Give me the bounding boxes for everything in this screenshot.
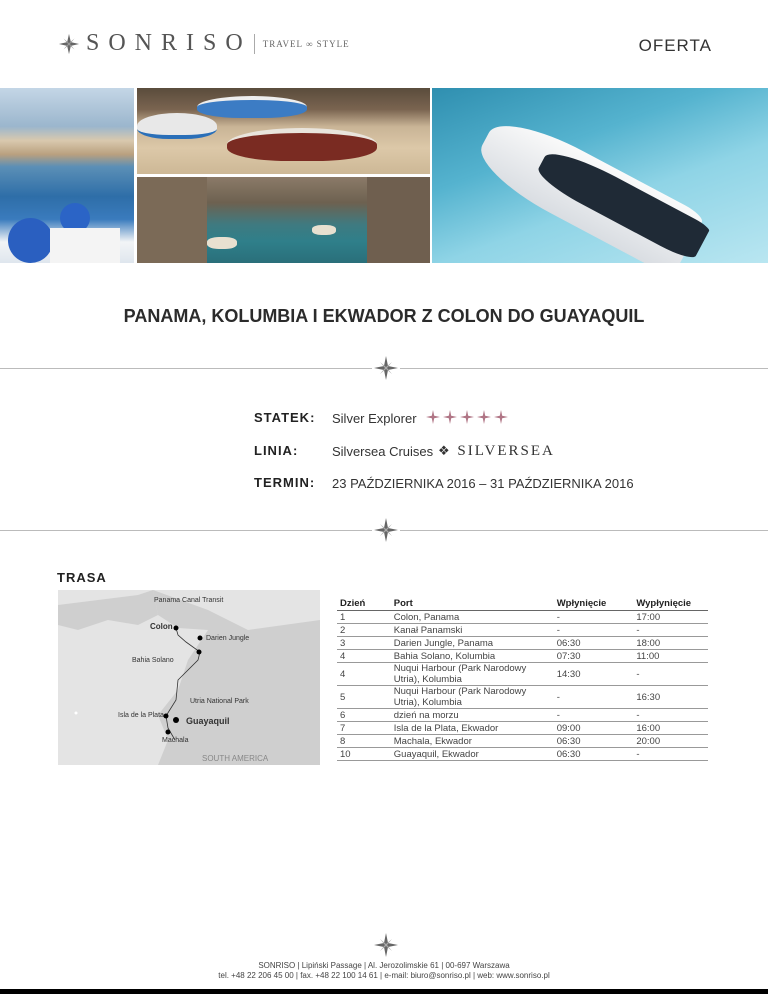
- divider-line: [400, 530, 768, 531]
- line-value: Silversea Cruises: [332, 444, 434, 459]
- rating-star-icon: [426, 410, 440, 424]
- table-cell: Machala, Ekwador: [391, 735, 554, 748]
- table-cell: 16:30: [633, 686, 708, 709]
- table-cell: -: [633, 663, 708, 686]
- table-cell: -: [554, 686, 634, 709]
- silversea-logo-text: SILVERSEA: [457, 443, 555, 459]
- itinerary-table: [337, 597, 708, 761]
- table-row: [337, 686, 708, 709]
- ship-rating: [426, 410, 508, 424]
- table-cell: 1: [337, 611, 391, 624]
- silversea-logo: [438, 443, 555, 460]
- table-cell: 4: [337, 663, 391, 686]
- photo-greek-coast: [0, 88, 134, 263]
- table-cell: 6: [337, 709, 391, 722]
- ship-label: STATEK:: [254, 410, 316, 425]
- brand-logo: [58, 30, 350, 57]
- rating-star-icon: [494, 410, 508, 424]
- table-cell: 3: [337, 637, 391, 650]
- map-label: Colon: [150, 622, 173, 631]
- map-label: Guayaquil: [186, 716, 230, 726]
- map-label: Machala: [162, 737, 189, 744]
- map-label: Panama Canal Transit: [154, 597, 224, 604]
- page-title: PANAMA, KOLUMBIA I EKWADOR Z COLON DO GUAYAQUIL: [123, 306, 645, 326]
- brand-tagline: TRAVEL ∞ STYLE: [262, 38, 350, 49]
- table-row: [337, 611, 708, 624]
- table-row: [337, 748, 708, 761]
- table-cell: 06:30: [554, 748, 634, 761]
- map-label: SOUTH AMERICA: [202, 754, 269, 763]
- map-label: Utria National Park: [190, 698, 249, 705]
- brand-divider: [254, 34, 255, 54]
- route-heading: TRASA: [57, 570, 107, 585]
- table-cell: Nuqui Harbour (Park Narodowy Utria), Kolumbia: [391, 663, 554, 686]
- map-shapes: [58, 590, 320, 765]
- compass-star-icon: [373, 517, 399, 543]
- brand-name: SONRISO: [86, 30, 252, 56]
- table-header-row: [337, 597, 708, 611]
- column-header: Wypłynięcie: [633, 597, 708, 611]
- table-cell: Guayaquil, Ekwador: [391, 748, 554, 761]
- table-cell: 10: [337, 748, 391, 761]
- table-cell: Nuqui Harbour (Park Narodowy Utria), Kolumbia: [391, 686, 554, 709]
- divider-line: [400, 368, 768, 369]
- divider-line: [0, 530, 372, 531]
- table-cell: 06:30: [554, 637, 634, 650]
- table-cell: 07:30: [554, 650, 634, 663]
- table-row: [337, 735, 708, 748]
- compass-star-icon: [58, 33, 80, 55]
- column-header: Wpłynięcie: [554, 597, 634, 611]
- ship-value: Silver Explorer: [332, 411, 417, 426]
- table-cell: 17:00: [633, 611, 708, 624]
- table-cell: Kanał Panamski: [391, 624, 554, 637]
- table-row: [337, 637, 708, 650]
- photo-cruise-ship: [432, 88, 768, 263]
- table-cell: Isla de la Plata, Ekwador: [391, 722, 554, 735]
- term-label: TERMIN:: [254, 475, 316, 490]
- compass-star-icon: [373, 932, 399, 958]
- table-cell: 2: [337, 624, 391, 637]
- rating-star-icon: [443, 410, 457, 424]
- photo-venice-canal: [137, 177, 430, 263]
- itinerary-rows: [337, 611, 708, 761]
- table-cell: Colon, Panama: [391, 611, 554, 624]
- footer-address: SONRISO | Lipiński Passage | Al. Jerozolimskie 61 | 00-697 Warszawa: [258, 961, 510, 970]
- table-cell: Bahia Solano, Kolumbia: [391, 650, 554, 663]
- map-label: Bahia Solano: [132, 657, 174, 664]
- line-label: LINIA:: [254, 443, 299, 458]
- table-row: [337, 624, 708, 637]
- table-cell: -: [633, 748, 708, 761]
- table-cell: -: [554, 709, 634, 722]
- table-cell: 06:30: [554, 735, 634, 748]
- footer-contact: tel. +48 22 206 45 00 | fax. +48 22 100 14 61 | e-mail: biuro@sonriso.pl | web: www.sonriso.pl: [218, 971, 550, 980]
- table-cell: 8: [337, 735, 391, 748]
- term-value: 23 PAŹDZIERNIKA 2016 – 31 PAŹDZIERNIKA 2016: [332, 476, 634, 491]
- table-row: [337, 722, 708, 735]
- table-cell: -: [554, 624, 634, 637]
- table-cell: 09:00: [554, 722, 634, 735]
- table-cell: -: [633, 709, 708, 722]
- photo-fishing-boats: [137, 88, 430, 174]
- table-row: [337, 663, 708, 686]
- rating-star-icon: [477, 410, 491, 424]
- table-cell: 7: [337, 722, 391, 735]
- table-row: [337, 709, 708, 722]
- table-cell: 20:00: [633, 735, 708, 748]
- rating-star-icon: [460, 410, 474, 424]
- route-map: [58, 590, 320, 765]
- offer-label: OFERTA: [638, 36, 712, 55]
- table-cell: 14:30: [554, 663, 634, 686]
- map-label: Isla de la Plata: [118, 712, 164, 719]
- table-row: [337, 650, 708, 663]
- bottom-bar: [0, 989, 768, 994]
- table-cell: 5: [337, 686, 391, 709]
- table-cell: Darien Jungle, Panama: [391, 637, 554, 650]
- table-cell: -: [633, 624, 708, 637]
- column-header: Dzień: [337, 597, 391, 611]
- table-cell: 4: [337, 650, 391, 663]
- table-cell: -: [554, 611, 634, 624]
- table-cell: 11:00: [633, 650, 708, 663]
- column-header: Port: [391, 597, 554, 611]
- divider-line: [0, 368, 372, 369]
- silversea-emblem-icon: ❖: [438, 443, 452, 458]
- table-cell: 18:00: [633, 637, 708, 650]
- table-cell: dzień na morzu: [391, 709, 554, 722]
- compass-star-icon: [373, 355, 399, 381]
- footer: [0, 961, 768, 981]
- map-label: Darien Jungle: [206, 635, 250, 642]
- table-cell: 16:00: [633, 722, 708, 735]
